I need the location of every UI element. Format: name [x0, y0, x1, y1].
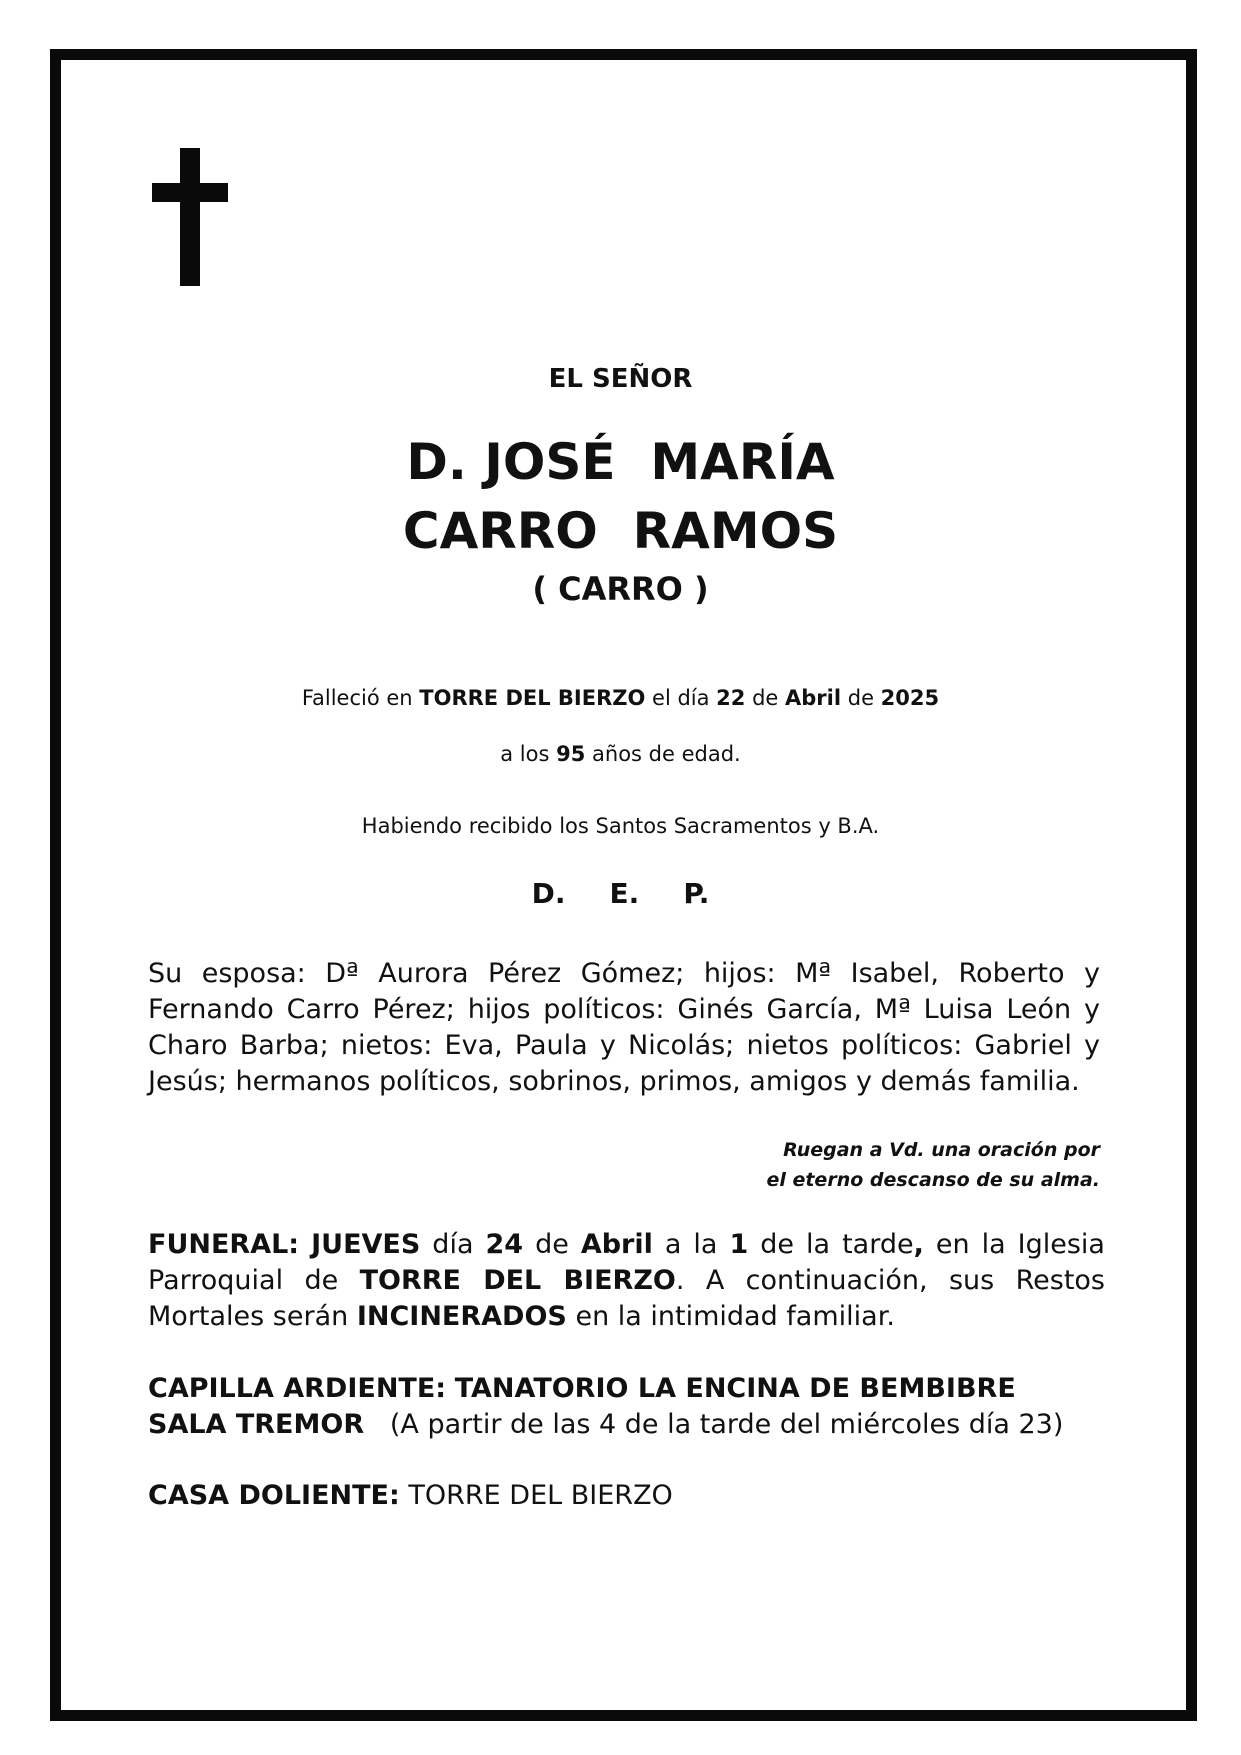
death-info: Falleció en TORRE DEL BIERZO el día 22 de Abril de 2025 [301, 686, 940, 710]
casa-doliente [148, 1478, 1105, 1514]
death-year: 2025 [880, 686, 940, 710]
prayer-request: Ruegan a Vd. una oración por el eterno descanso de su alma. [766, 1139, 1100, 1191]
capilla-label: CAPILLA ARDIENTE: [148, 1373, 447, 1404]
capilla-ardiente [148, 1371, 1105, 1443]
death-place: TORRE DEL BIERZO [419, 686, 646, 710]
deceased-alias: ( CARRO ) [532, 570, 709, 608]
dep-line: D. E. P. [531, 877, 710, 910]
death-day: 22 [716, 686, 746, 710]
deceased-name-line1: D. JOSÉ MARÍA [406, 433, 835, 491]
death-month: Abril [785, 686, 842, 710]
age-info: a los 95 años de edad. [500, 742, 741, 766]
cross-icon [152, 148, 228, 286]
sacraments-line: Habiendo recibido los Santos Sacramentos y B.A. [361, 814, 880, 838]
casa-value: TORRE DEL BIERZO [408, 1480, 673, 1511]
funeral-paragraph: FUNERAL: JUEVES día 24 de Abril a la 1 de la tarde, en la Iglesia Parroquial de TORRE DEL BIERZO. A continuación, sus Restos Mortales serán INCINERADOS en la intimidad familiar. [148, 1229, 1105, 1332]
deceased-name-line2: CARRO RAMOS [402, 502, 839, 560]
capilla-room: SALA TREMOR [148, 1409, 365, 1440]
capilla-schedule: (A partir de las 4 de la tarde del miércoles día 23) [389, 1409, 1064, 1440]
casa-label: CASA DOLIENTE: [148, 1480, 400, 1511]
age-years: 95 [556, 742, 586, 766]
capilla-venue: TANATORIO LA ENCINA DE BEMBIBRE [454, 1373, 1016, 1404]
funeral-label: FUNERAL: [148, 1229, 300, 1260]
family-paragraph: Su esposa: Dª Aurora Pérez Gómez; hijos: Mª Isabel, Roberto y Fernando Carro Pérez; hijos políticos: Ginés García, Mª Luisa León y Charo Barba; nietos: Eva, Paula y Nicolás; nietos políticos: Gabriel y Jesús; hermanos políticos, sobrinos, primos, amigos y demás familia. [148, 958, 1100, 1097]
heading-el-senor: EL SEÑOR [548, 364, 693, 394]
